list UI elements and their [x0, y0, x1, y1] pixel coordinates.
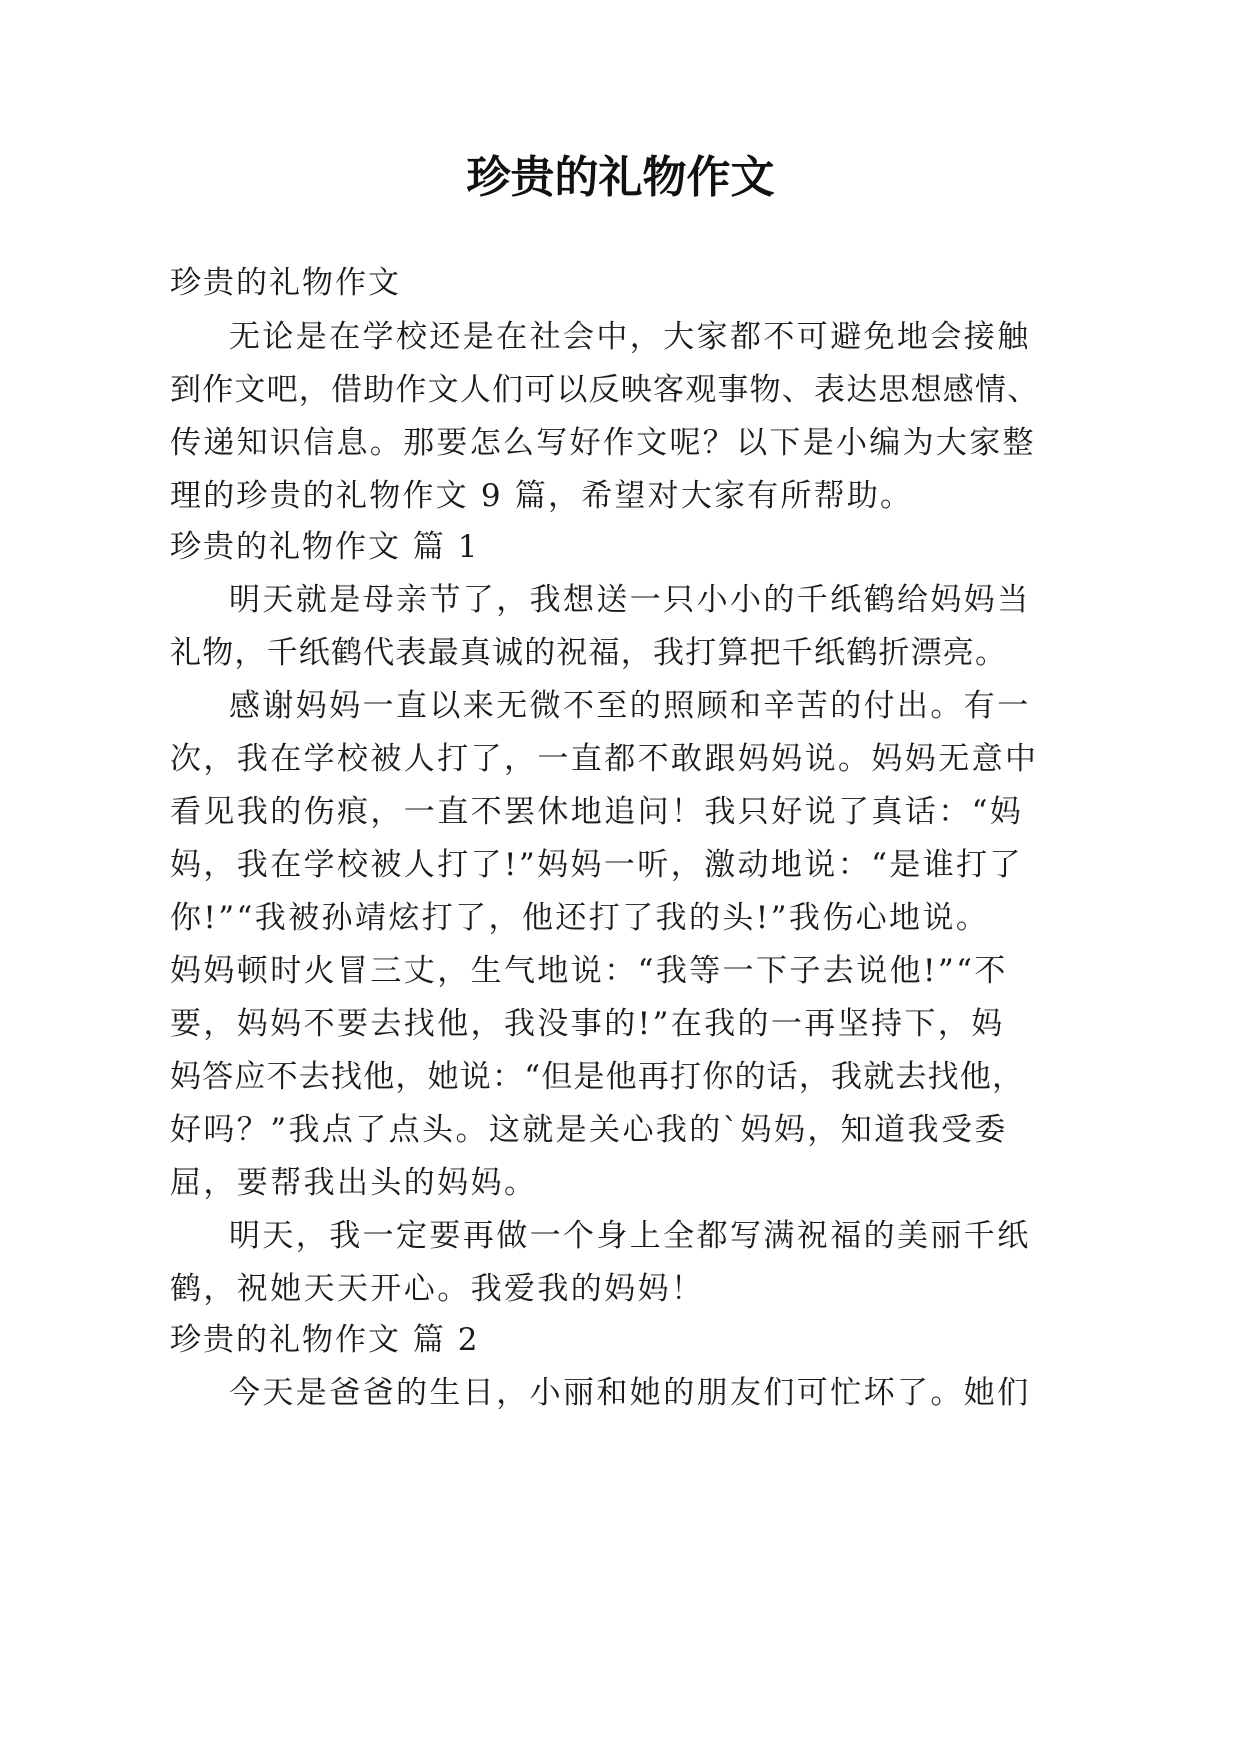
- text-line: 感谢妈妈一直以来无微不至的照顾和辛苦的付出。有一: [229, 688, 1031, 724]
- text-line: 礼物，千纸鹤代表最真诚的祝福，我打算把千纸鹤折漂亮。: [170, 635, 1008, 671]
- text-line: 妈，我在学校被人打了!”妈妈一听，激动地说：“是谁打了: [170, 847, 1023, 883]
- section-heading-2: 珍贵的礼物作文 篇 2: [170, 1322, 480, 1358]
- text-line: 明天就是母亲节了，我想送一只小小的千纸鹤给妈妈当: [229, 582, 1031, 618]
- text-line: 看见我的伤痕，一直不罢休地追问！我只好说了真话：“妈: [170, 794, 1024, 830]
- text-line: 理的珍贵的礼物作文 9 篇，希望对大家有所帮助。: [170, 478, 914, 514]
- text-line: 好吗？”我点了点头。这就是关心我的`妈妈，知道我受委: [170, 1112, 1008, 1148]
- text-line: 无论是在学校还是在社会中，大家都不可避免地会接触: [229, 319, 1031, 355]
- text-line: 妈答应不去找他，她说：“但是他再打你的话，我就去找他，: [170, 1059, 1025, 1095]
- section-heading-1: 珍贵的礼物作文 篇 1: [170, 529, 480, 565]
- text-line: 你!”“我被孙靖炫打了，他还打了我的头!”我伤心地说。: [170, 900, 990, 936]
- text-line: 传递知识信息。那要怎么写好作文呢？以下是小编为大家整: [170, 425, 1036, 461]
- text-line: 鹤，祝她天天开心。我爱我的妈妈！: [170, 1271, 705, 1307]
- text-line-intro-heading: 珍贵的礼物作文: [170, 265, 401, 301]
- document-title: 珍贵的礼物作文: [466, 152, 775, 203]
- text-line: 次，我在学校被人打了，一直都不敢跟妈妈说。妈妈无意中: [170, 741, 1039, 777]
- text-line: 要，妈妈不要去找他，我没事的!”在我的一再坚持下，妈: [170, 1006, 1005, 1042]
- text-line: 明天，我一定要再做一个身上全都写满祝福的美丽千纸: [229, 1218, 1031, 1254]
- text-line: 妈妈顿时火冒三丈，生气地说：“我等一下子去说他!”“不: [170, 953, 1008, 989]
- text-line: 今天是爸爸的生日，小丽和她的朋友们可忙坏了。她们: [229, 1375, 1031, 1411]
- text-line: 屈，要帮我出头的妈妈。: [170, 1165, 538, 1201]
- text-line: 到作文吧，借助作文人们可以反映客观事物、表达思想感情、: [170, 372, 1040, 408]
